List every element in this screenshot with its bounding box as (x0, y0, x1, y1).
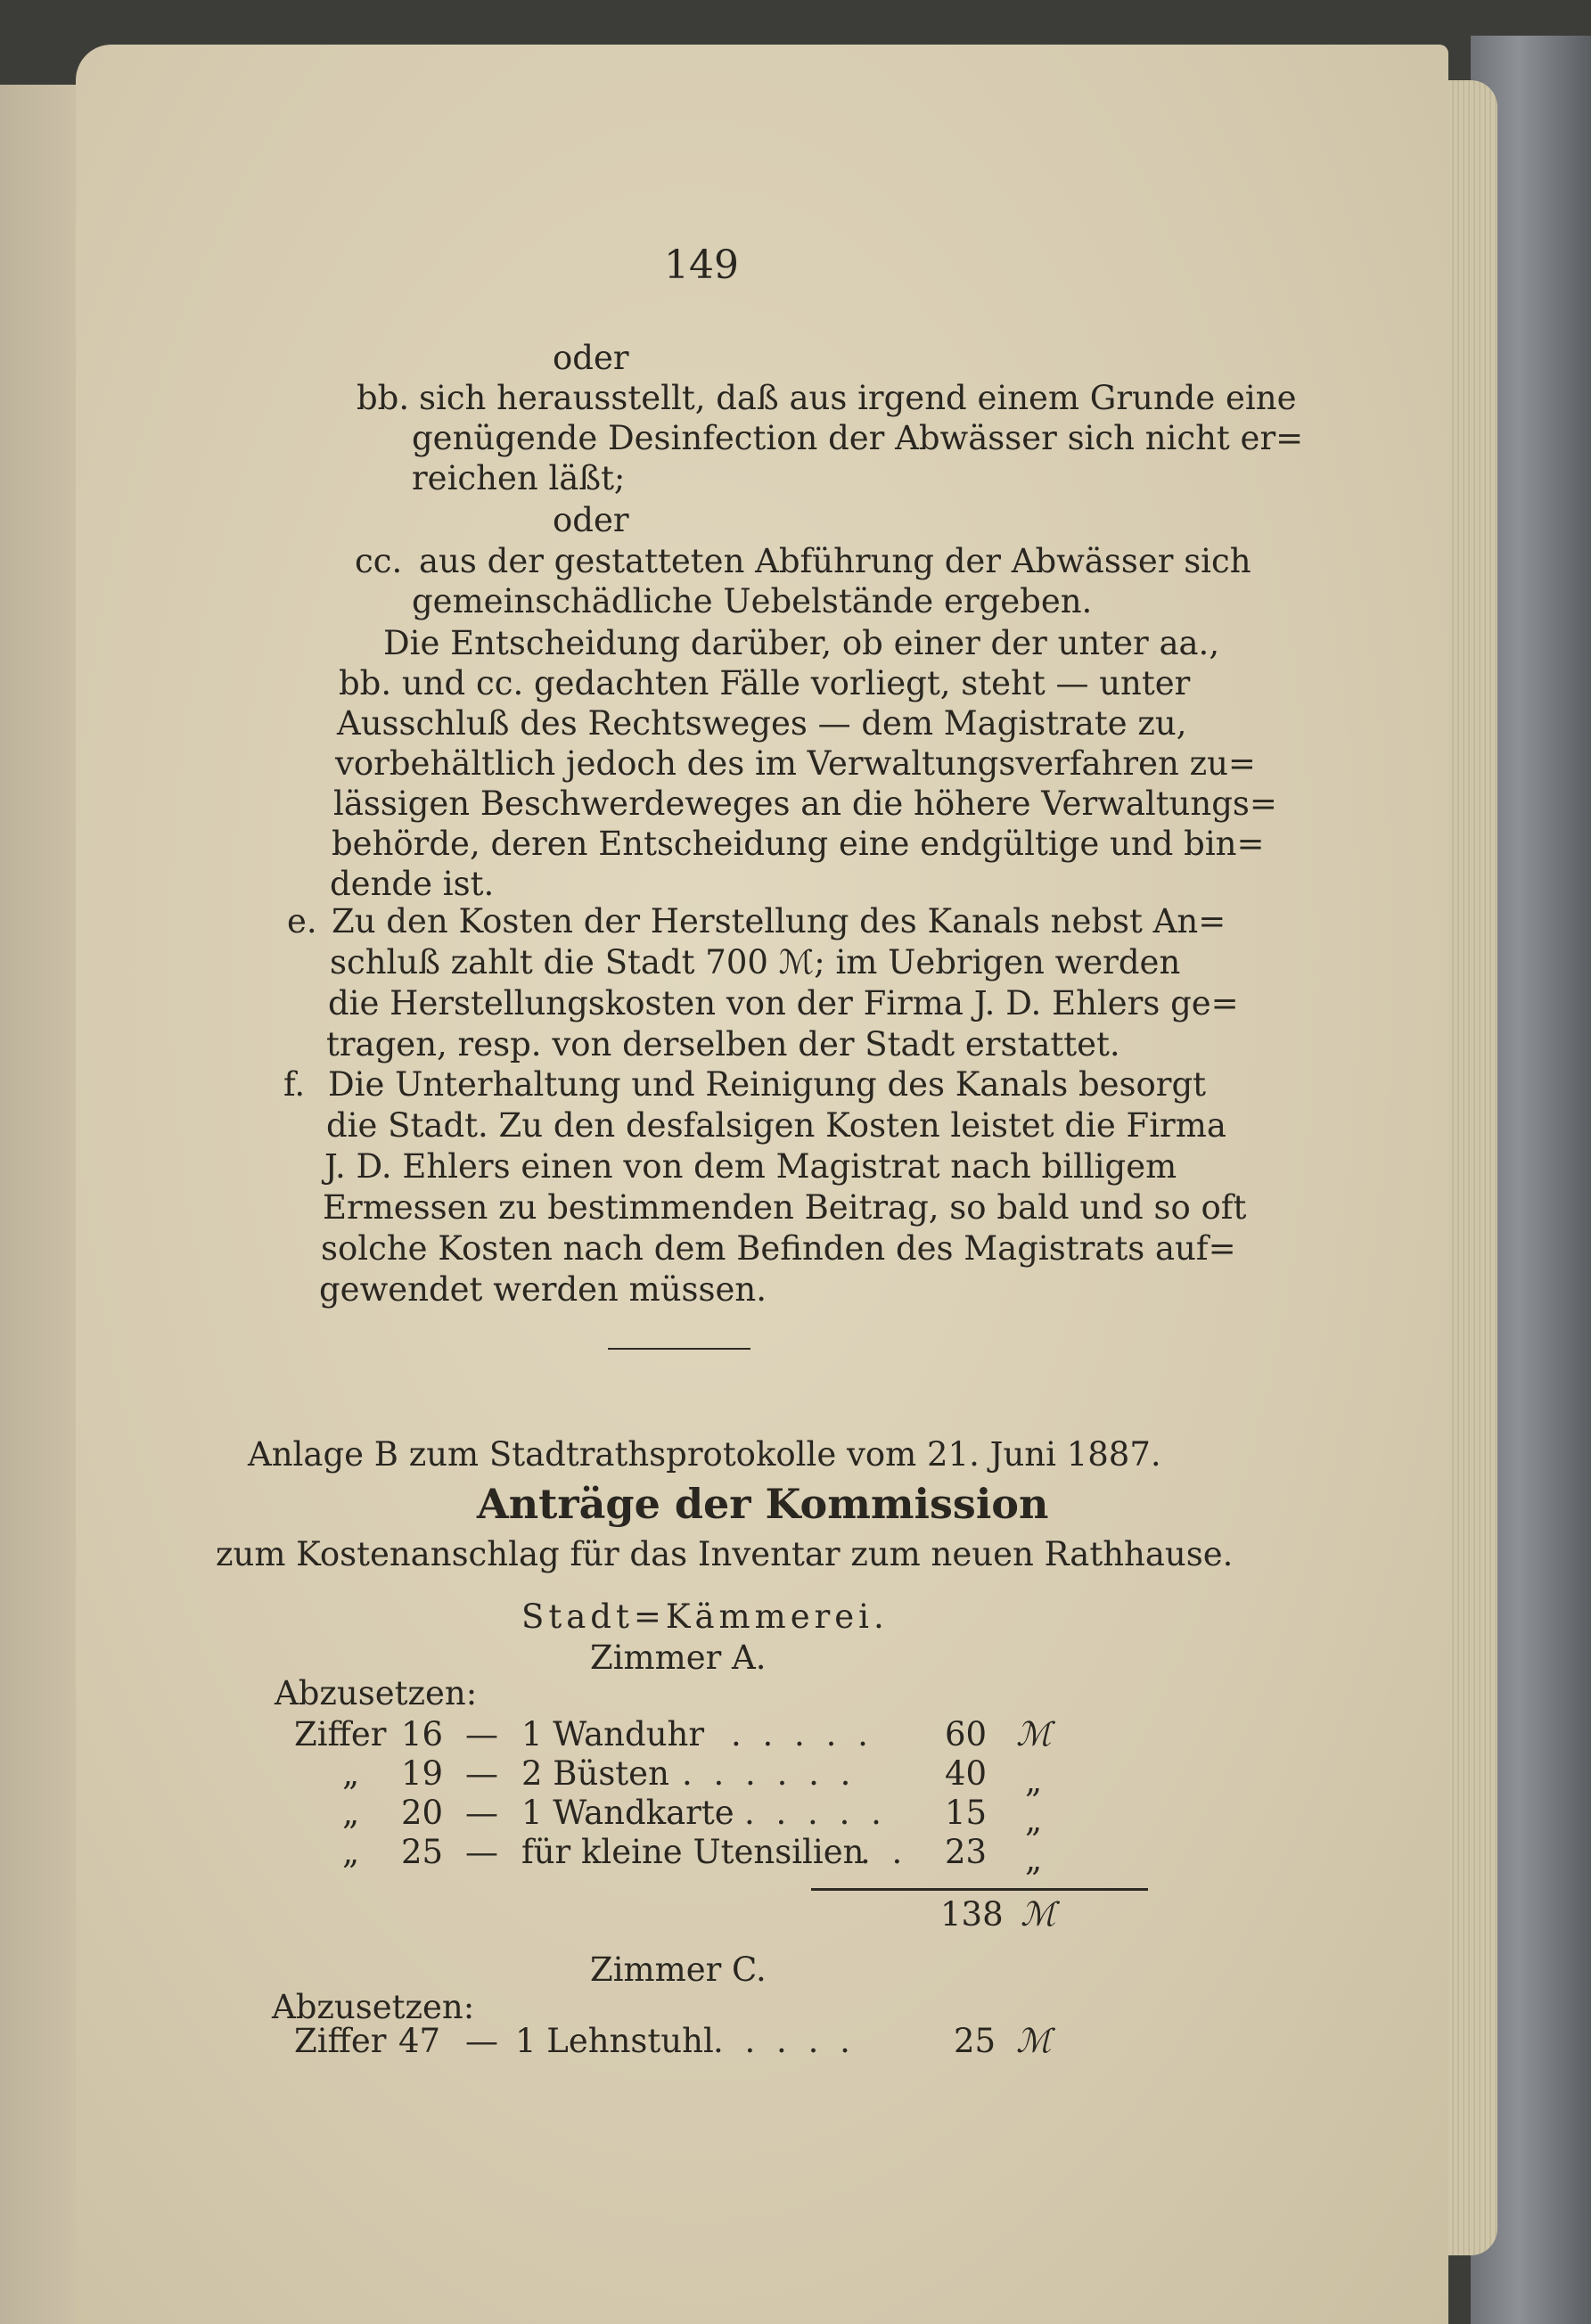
item-amount: 15 (945, 1794, 988, 1832)
item-prefix: Ziffer (294, 2022, 387, 2060)
section-divider (608, 1348, 750, 1350)
item-dash: — (465, 2022, 498, 2060)
bb-line-1: sich herausstellt, daß aus irgend einem Grunde eine (419, 379, 1297, 417)
item-number: 20 (401, 1794, 444, 1832)
e-line-2: schluß zahlt die Stadt 700 ℳ; im Uebrigen werden (330, 943, 1181, 981)
f-line-3: J. D. Ehlers einen von dem Magistrat nach billigem (324, 1147, 1177, 1186)
item-dash: — (465, 1754, 498, 1793)
commission-subheading: zum Kostenanschlag für das Inventar zum neuen Rathhause. (216, 1535, 1234, 1573)
item-description: 1 Wandkarte (521, 1794, 734, 1832)
paragraph-line-5: lässigen Beschwerdeweges an die höhere Verwaltungs= (333, 784, 1277, 823)
cc-label: cc. (355, 542, 403, 580)
total-a-unit: ℳ (1021, 1895, 1056, 1934)
paragraph-line-3: Ausschluß des Rechtsweges — dem Magistrate zu, (337, 704, 1187, 743)
item-amount: 60 (945, 1715, 988, 1753)
item-description: für kleine Utensilien (521, 1833, 865, 1871)
f-line-2: die Stadt. Zu den desfalsigen Kosten leistet die Firma (326, 1106, 1226, 1145)
bb-label: bb. (357, 379, 410, 417)
item-amount: 23 (945, 1833, 988, 1871)
e-line-4: tragen, resp. von derselben der Stadt erstattet. (326, 1025, 1120, 1063)
item-unit: „ (1025, 1801, 1043, 1839)
item-dash: — (465, 1794, 498, 1832)
item-number: 47 (398, 2022, 441, 2060)
item-unit: „ (1025, 1840, 1043, 1878)
item-dash: — (465, 1833, 498, 1871)
bb-line-3: reichen läßt; (412, 459, 626, 497)
e-line-3: die Herstellungskosten von der Firma J. D. Ehlers ge= (328, 984, 1239, 1022)
item-unit: „ (1025, 1761, 1043, 1800)
item-dots: . . . . . (731, 1715, 873, 1753)
item-prefix: „ (342, 1754, 360, 1793)
paragraph-line-1: Die Entscheidung darüber, ob einer der unter aa., (383, 624, 1220, 662)
e-label: e. (287, 902, 317, 940)
item-number: 19 (401, 1754, 444, 1793)
item-description: 1 Lehnstuhl (515, 2022, 714, 2060)
item-number: 16 (401, 1715, 444, 1753)
item-description: 2 Büsten (521, 1754, 669, 1793)
section-stadt-kaemmerei: Stadt=Kämmerei. (521, 1597, 889, 1636)
sum-rule (811, 1888, 1148, 1891)
room-a-title: Zimmer A. (590, 1638, 767, 1677)
paragraph-line-2: bb. und cc. gedachten Fälle vorliegt, steht — unter (339, 664, 1191, 702)
f-label: f. (283, 1065, 306, 1104)
oder-line-1: oder (553, 339, 629, 377)
item-prefix: Ziffer (294, 1715, 387, 1753)
f-line-6: gewendet werden müssen. (319, 1270, 767, 1309)
item-dots: . . . . . . (682, 1754, 857, 1793)
item-dots: . . (860, 1833, 908, 1871)
oder-line-2: oder (553, 501, 629, 539)
paragraph-line-6: behörde, deren Entscheidung eine endgültige und bin= (332, 825, 1265, 863)
e-line-1: Zu den Kosten der Herstellung des Kanals nebst An= (332, 902, 1226, 940)
item-dots: . . . . . (744, 1794, 887, 1832)
item-number: 25 (401, 1833, 444, 1871)
item-unit: ℳ (1016, 1715, 1052, 1753)
item-description: 1 Wanduhr (521, 1715, 705, 1753)
anlage-line: Anlage B zum Stadtrathsprotokolle vom 21. Juni 1887. (248, 1435, 1161, 1474)
room-c-title: Zimmer C. (590, 1950, 767, 1989)
item-prefix: „ (342, 1794, 360, 1832)
f-line-4: Ermessen zu bestimmenden Beitrag, so bald und so oft (323, 1188, 1247, 1227)
cc-line-1: aus der gestatteten Abführung der Abwässer sich (419, 542, 1251, 580)
paragraph-line-7: dende ist. (330, 865, 495, 903)
f-line-1: Die Unterhaltung und Reinigung des Kanals besorgt (328, 1065, 1207, 1104)
item-amount: 25 (954, 2022, 996, 2060)
total-a-amount: 138 (940, 1895, 1004, 1934)
cc-line-2: gemeinschädliche Uebelstände ergeben. (412, 582, 1093, 620)
commission-heading: Anträge der Kommission (477, 1480, 1049, 1528)
abzusetzen-a: Abzusetzen: (275, 1674, 478, 1712)
item-prefix: „ (342, 1833, 360, 1871)
paragraph-line-4: vorbehältlich jedoch des im Verwaltungsverfahren zu= (335, 744, 1256, 783)
f-line-5: solche Kosten nach dem Befinden des Magistrats auf= (321, 1229, 1236, 1268)
item-dash: — (465, 1715, 498, 1753)
item-dots: . . . . . (713, 2022, 856, 2060)
page-number: 149 (664, 242, 739, 288)
item-unit: ℳ (1016, 2022, 1052, 2060)
abzusetzen-c: Abzusetzen: (272, 1988, 475, 2026)
item-amount: 40 (945, 1754, 988, 1793)
bb-line-2: genügende Desinfection der Abwässer sich nicht er= (412, 419, 1304, 457)
